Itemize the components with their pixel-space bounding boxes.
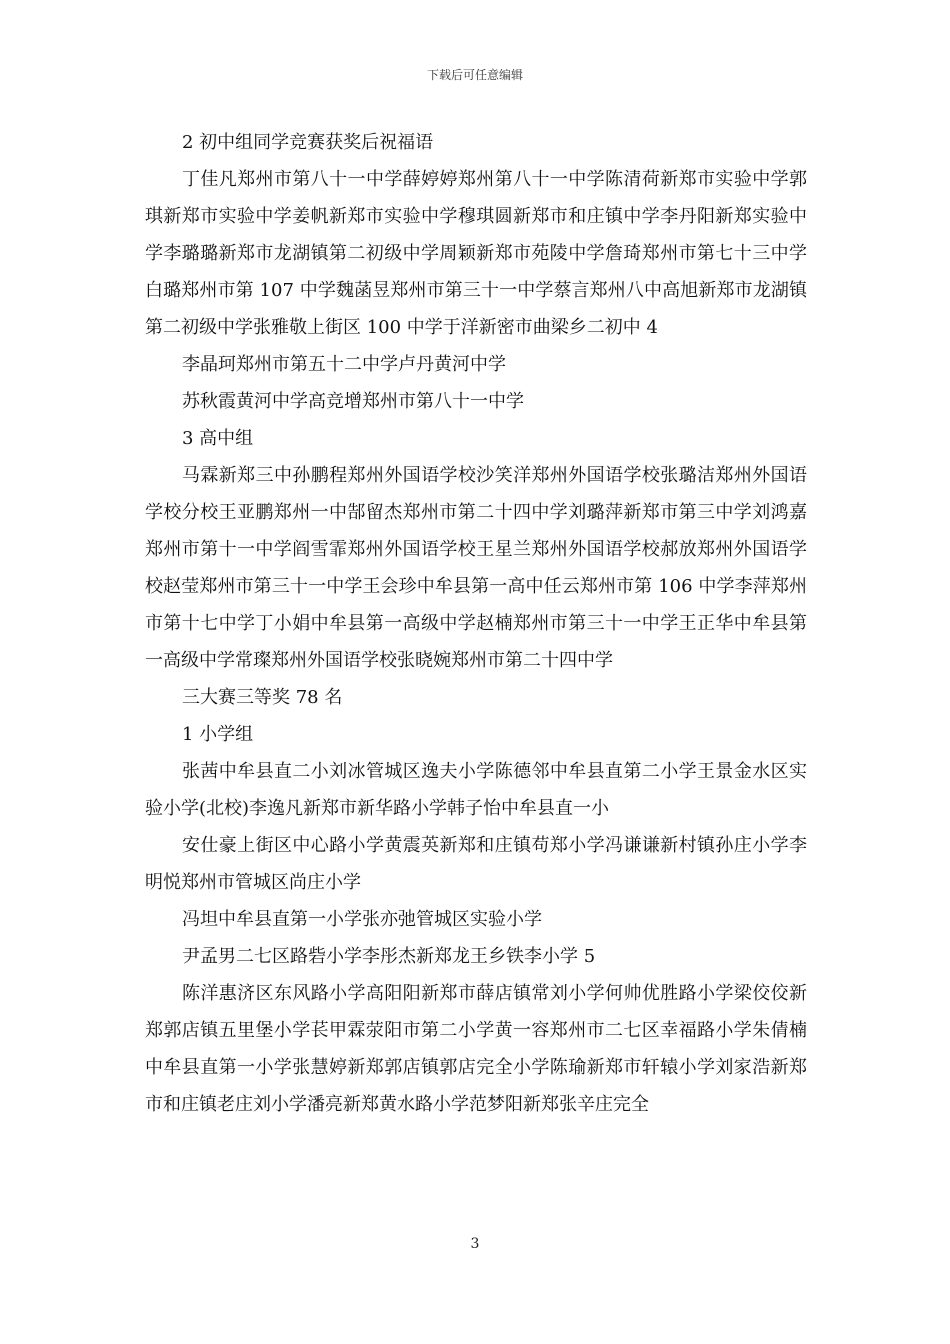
paragraph-junior-list-1: 丁佳凡郑州市第八十一中学薛婷婷郑州第八十一中学陈清荷新郑市实验中学郭琪新郑市实验中学姜帆新郑市实验中学穆琪圆新郑市和庄镇中学李丹阳新郑实验中学李璐璐新郑市龙湖镇第二初级中学周颖新郑市苑陵中学詹琦郑州市第七十三中学白璐郑州市第 107 中学魏菡昱郑州市第三十一中学蔡言郑州八中高旭新郑市龙湖镇第二初级中学张雅敬上街区 100 中学于洋新密市曲梁乡二初中 4 [145, 169, 807, 338]
document-body [145, 124, 807, 1123]
paragraph-junior-list-3: 苏秋霞黄河中学高竞增郑州市第八十一中学 [182, 391, 524, 412]
paragraph-junior-list-2: 李晶珂郑州市第五十二中学卢丹黄河中学 [182, 354, 506, 375]
paragraph-senior-list: 马霖新郑三中孙鹏程郑州外国语学校沙笑洋郑州外国语学校张璐洁郑州外国语学校分校王亚鹏郑州一中郜留杰郑州市第二十四中学刘璐萍新郑市第三中学刘鸿嘉郑州市第十一中学阎雪霏郑州外国语学校王星兰郑州外国语学校郝放郑州外国语学校赵莹郑州市第三十一中学王会珍中牟县第一高中任云郑州市第 106 中学李萍郑州市第十七中学丁小娟中牟县第一高级中学赵楠郑州市第三十一中学王正华中牟县第一高级中学常璨郑州外国语学校张晓婉郑州市第二十四中学 [145, 465, 807, 671]
paragraph-primary-list-3: 冯坦中牟县直第一小学张亦弛管城区实验小学 [182, 909, 542, 930]
paragraph-primary-list-4: 尹孟男二七区路砦小学李彤杰新郑龙王乡铁李小学 5 [182, 946, 596, 967]
paragraph-junior-heading: 2 初中组同学竞赛获奖后祝福语 [182, 132, 434, 153]
paragraph-primary-list-5: 陈洋惠济区东风路小学高阳阳新郑市薛店镇常刘小学何帅优胜路小学梁佼佼新郑郭店镇五里堡小学苌甲霖荥阳市第二小学黄一容郑州市二七区幸福路小学朱倩楠中牟县直第一小学张慧婷新郑郭店镇郭店完全小学陈瑜新郑市轩辕小学刘家浩新郑市和庄镇老庄刘小学潘亮新郑黄水路小学范梦阳新郑张辛庄完全 [145, 983, 807, 1115]
paragraph-third-prize-heading: 三大赛三等奖 78 名 [182, 687, 343, 708]
paragraph-primary-list-2: 安仕豪上街区中心路小学黄震英新郑和庄镇苟郑小学冯谦谦新村镇孙庄小学李明悦郑州市管城区尚庄小学 [145, 835, 807, 893]
paragraph-senior-heading: 3 高中组 [182, 428, 254, 449]
paragraph-primary-list-1: 张茜中牟县直二小刘冰管城区逸夫小学陈德邻中牟县直第二小学王景金水区实验小学(北校)李逸凡新郑市新华路小学韩子怡中牟县直一小 [145, 761, 807, 819]
page-number: 3 [470, 1236, 480, 1252]
page-header: 下载后可任意编辑 [426, 68, 523, 82]
paragraph-primary-heading: 1 小学组 [182, 724, 254, 745]
